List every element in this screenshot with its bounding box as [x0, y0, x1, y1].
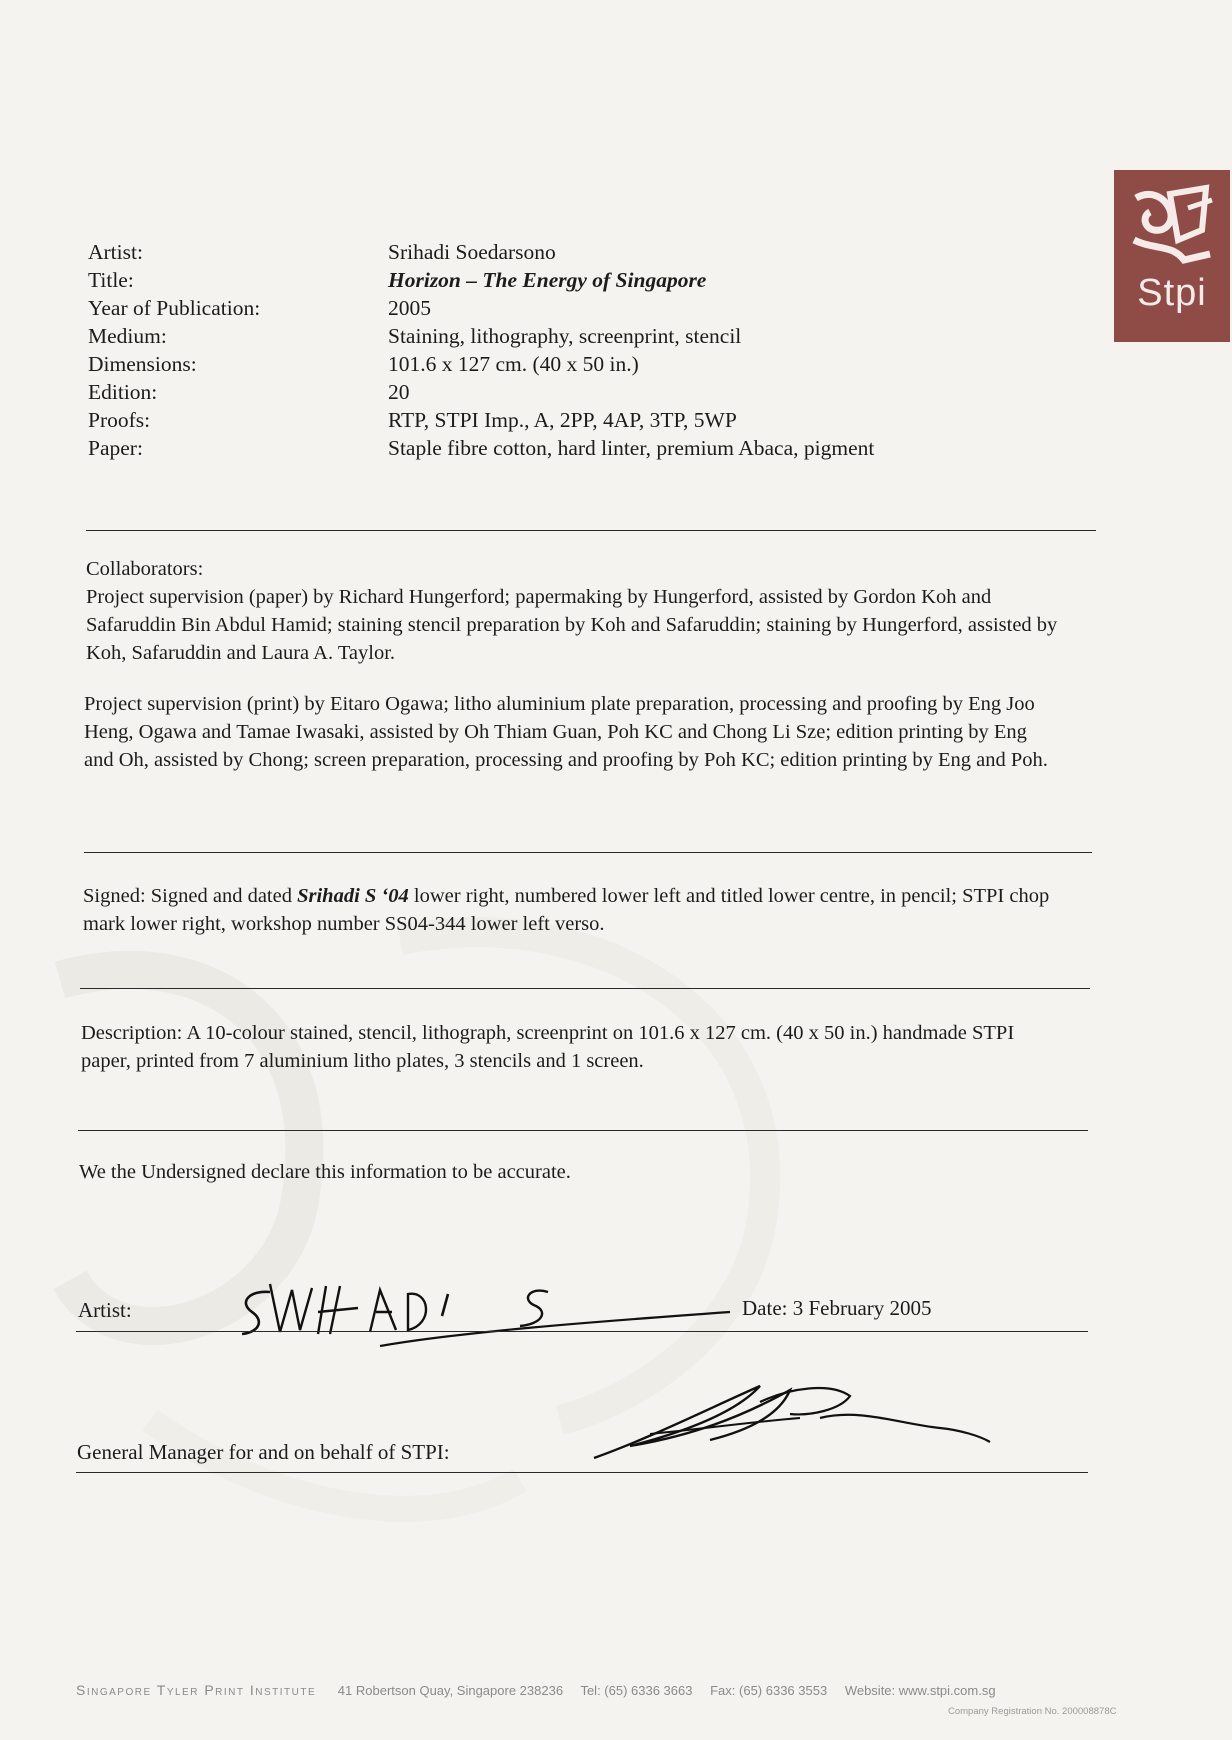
proofs-value: RTP, STPI Imp., A, 2PP, 4AP, 3TP, 5WP	[388, 408, 737, 432]
paper-value: Staple fibre cotton, hard linter, premium Abaca, pigment	[388, 436, 875, 460]
edition-value: 20	[388, 380, 410, 404]
footer-fax: Fax: (65) 6336 3553	[710, 1683, 828, 1698]
description-label: Description:	[81, 1022, 183, 1044]
footer-website: Website: www.stpi.com.sg	[844, 1683, 996, 1698]
footer-tel: Tel: (65) 6336 3663	[580, 1683, 693, 1698]
artist-signature-label: Artist:	[78, 1298, 132, 1322]
description-section	[81, 1019, 1041, 1075]
declaration-text: We the Undersigned declare this information to be accurate.	[79, 1161, 571, 1183]
collaborators-print-text: Project supervision (print) by Eitaro Ogawa; litho aluminium plate preparation, processing and proofing by Eng Joo Heng, Ogawa and Tamae Iwasaki, assisted by Oh Thiam Guan, Poh KC and Chong Li Sze; edition printing by Eng and Oh, assisted by Chong; screen preparation, processing and proofing by Poh KC; edition printing by Eng and Poh.	[84, 693, 1048, 771]
dimensions-label: Dimensions:	[88, 352, 197, 376]
date-value: 3 February 2005	[792, 1296, 932, 1320]
dimensions-value: 101.6 x 127 cm. (40 x 50 in.)	[388, 352, 639, 376]
footer	[76, 1682, 1010, 1698]
collaborators-heading: Collaborators:	[86, 558, 204, 580]
artist-label: Artist:	[88, 240, 143, 264]
paper-label: Paper:	[88, 436, 143, 460]
signed-text-after: lower right, numbered lower left and titled lower centre, in pencil; STPI chop mark lower right, workshop number SS04-344 lower left verso.	[83, 885, 1050, 935]
artist-value: Srihadi Soedarsono	[388, 240, 556, 264]
title-label: Title:	[88, 268, 134, 292]
artist-signature-rule	[76, 1331, 1088, 1332]
date-label: Date:	[742, 1296, 788, 1320]
year-label: Year of Publication:	[88, 296, 261, 320]
description-text: A 10-colour stained, stencil, lithograph, screenprint on 101.6 x 127 cm. (40 x 50 in.) handmade STPI paper, printed from 7 aluminium litho plates, 3 stencils and 1 screen.	[81, 1022, 1015, 1072]
artist-signature-image	[230, 1272, 750, 1352]
collaborators-print-section	[84, 690, 1059, 774]
collaborators-paper-text: Project supervision (paper) by Richard Hungerford; papermaking by Hungerford, assisted by Gordon Koh and Safaruddin Bin Abdul Hamid; staining stencil preparation by Koh and Safaruddin; staining by Hungerford, assisted by Koh, Safaruddin and Laura A. Taylor.	[86, 586, 1058, 664]
divider-rule	[78, 1130, 1088, 1131]
proofs-label: Proofs:	[88, 408, 151, 432]
divider-rule	[84, 852, 1092, 853]
stpi-logo	[1114, 170, 1230, 342]
footer-address: 41 Robertson Quay, Singapore 238236	[337, 1683, 564, 1698]
divider-rule	[80, 988, 1090, 989]
divider-rule	[86, 530, 1096, 531]
signed-text-before: Signed and dated	[150, 885, 292, 907]
edition-label: Edition:	[88, 380, 158, 404]
date-field	[742, 1296, 932, 1321]
footer-company-name: Singapore Tyler Print Institute	[76, 1682, 317, 1698]
title-value: Horizon – The Energy of Singapore	[388, 268, 707, 292]
manager-signature-image	[590, 1378, 1000, 1468]
medium-label: Medium:	[88, 324, 167, 348]
signed-label: Signed:	[83, 885, 146, 907]
logo-emblem-icon	[1114, 170, 1230, 342]
signed-signature-ref: Srihadi S ‘04	[297, 885, 409, 907]
signed-section	[83, 882, 1073, 938]
manager-signature-label: General Manager for and on behalf of STPI:	[77, 1440, 450, 1464]
medium-value: Staining, lithography, screenprint, stencil	[388, 324, 742, 348]
year-value: 2005	[388, 296, 431, 320]
watermark-graphic	[0, 900, 1232, 1600]
footer-registration: Company Registration No. 200008878C	[948, 1706, 1117, 1717]
manager-signature-rule	[76, 1472, 1088, 1473]
logo-text: Stpi	[1137, 272, 1207, 314]
collaborators-section	[86, 555, 1066, 667]
